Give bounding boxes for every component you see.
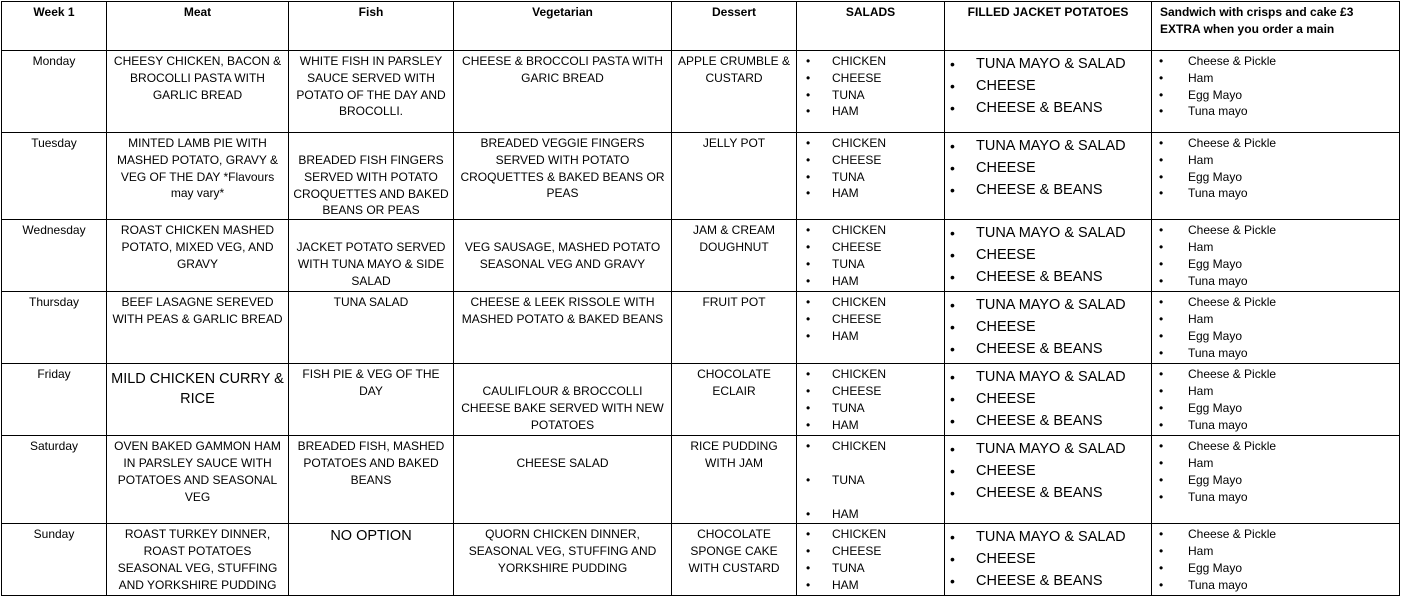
dessert-cell — [672, 436, 797, 524]
dessert-cell — [672, 524, 797, 596]
meat-cell — [107, 364, 289, 436]
fish-cell-text: FISH PIE & VEG OF THE DAY — [302, 367, 440, 398]
list-item: • Ham — [1155, 239, 1396, 256]
list-item: • CHEESE — [800, 383, 941, 400]
vegetarian-cell — [454, 436, 672, 524]
dessert-cell-text: RICE PUDDING WITH JAM — [690, 439, 778, 470]
jacket-potatoes-cell — [945, 133, 1152, 220]
meat-cell — [107, 51, 289, 133]
menu-row-friday — [2, 364, 1400, 436]
list-item: • CHEESE — [948, 244, 1148, 266]
menu-row-saturday — [2, 436, 1400, 524]
list-item: • CHEESE — [948, 548, 1148, 570]
meat-cell-text: MILD CHICKEN CURRY & RICE — [111, 371, 284, 408]
menu-row-thursday — [2, 292, 1400, 364]
vegetarian-cell — [454, 364, 672, 436]
vegetarian-cell-text: VEG SAUSAGE, MASHED POTATO SEASONAL VEG AND GRAVY — [464, 240, 661, 271]
list-item: • HAM — [800, 506, 941, 523]
day-cell-text: Tuesday — [31, 136, 77, 150]
jacket-potatoes-cell — [945, 364, 1152, 436]
salads-cell — [797, 133, 945, 220]
header-week: Week 1 — [2, 2, 107, 51]
dessert-cell-text: JELLY POT — [702, 136, 766, 150]
menu-row-tuesday — [2, 133, 1400, 220]
list-item: • Egg Mayo — [1155, 256, 1396, 273]
header-jacket-potatoes: FILLED JACKET POTATOES — [945, 2, 1152, 51]
header-row — [2, 2, 1400, 51]
jacket-potatoes-cell — [945, 436, 1152, 524]
jacket-potatoes-cell — [945, 51, 1152, 133]
list-item: • CHICKEN — [800, 526, 941, 543]
list-item: • CHEESE — [948, 75, 1148, 97]
fish-cell-text: WHITE FISH IN PARSLEY SAUCE SERVED WITH POTATO OF THE DAY AND BROCOLLI. — [296, 54, 446, 119]
list-item: • CHEESE & BEANS — [948, 97, 1148, 119]
salads-cell — [797, 51, 945, 133]
day-cell — [2, 292, 107, 364]
list-item: • Egg Mayo — [1155, 400, 1396, 417]
fish-cell-text: BREADED FISH, MASHED POTATOES AND BAKED BEANS — [297, 439, 445, 487]
meat-cell-text: BEEF LASAGNE SEREVED WITH PEAS & GARLIC BREAD — [112, 295, 283, 326]
list-item: • CHEESE — [948, 157, 1148, 179]
list-item: • Cheese & Pickle — [1155, 53, 1396, 70]
list-item: • Tuna mayo — [1155, 345, 1396, 362]
header-fish: Fish — [289, 2, 454, 51]
dessert-cell — [672, 220, 797, 292]
list-item: • Cheese & Pickle — [1155, 294, 1396, 311]
vegetarian-cell — [454, 51, 672, 133]
meat-cell — [107, 133, 289, 220]
list-item: • HAM — [800, 273, 941, 290]
fish-cell — [289, 436, 454, 524]
list-item: • TUNA — [800, 169, 941, 186]
list-item: • Ham — [1155, 455, 1396, 472]
salads-cell — [797, 524, 945, 596]
list-item: • HAM — [800, 577, 941, 594]
dessert-cell-text: FRUIT POT — [702, 295, 766, 310]
list-item: • CHICKEN — [800, 135, 941, 152]
sandwich-cell — [1152, 436, 1400, 524]
fish-cell — [289, 292, 454, 364]
list-item: • HAM — [800, 417, 941, 434]
dessert-cell-text: CHOCOLATE SPONGE CAKE WITH CUSTARD — [688, 527, 780, 575]
jacket-potatoes-cell — [945, 292, 1152, 364]
list-item: • CHEESE — [800, 543, 941, 560]
vegetarian-cell-text: CHEESE SALAD — [516, 456, 609, 471]
list-item: • Cheese & Pickle — [1155, 366, 1396, 383]
list-item: • Ham — [1155, 311, 1396, 328]
list-item: • Tuna mayo — [1155, 417, 1396, 434]
jacket-potatoes-cell — [945, 220, 1152, 292]
list-item: • Ham — [1155, 383, 1396, 400]
list-item: • Cheese & Pickle — [1155, 438, 1396, 455]
vegetarian-cell — [454, 524, 672, 596]
list-item: • TUNA MAYO & SALAD — [948, 526, 1148, 548]
day-cell — [2, 51, 107, 133]
meat-cell-text: CHEESY CHICKEN, BACON & BROCOLLI PASTA WITH GARLIC BREAD — [113, 54, 282, 102]
meat-cell-text: ROAST TURKEY DINNER, ROAST POTATOES SEASONAL VEG, STUFFING AND YORKSHIRE PUDDING — [117, 527, 278, 592]
list-item: • CHEESE — [800, 152, 941, 169]
list-item: • CHICKEN — [800, 294, 941, 311]
fish-cell — [289, 364, 454, 436]
list-item: • Egg Mayo — [1155, 472, 1396, 489]
list-item: • Tuna mayo — [1155, 273, 1396, 290]
list-item: • CHEESE & BEANS — [948, 179, 1148, 201]
day-cell — [2, 436, 107, 524]
list-item: • Egg Mayo — [1155, 87, 1396, 104]
salads-cell — [797, 220, 945, 292]
list-item: • TUNA MAYO & SALAD — [948, 294, 1148, 316]
list-item: • CHEESE — [800, 70, 941, 87]
list-item: • Cheese & Pickle — [1155, 135, 1396, 152]
vegetarian-cell-text: BREADED VEGGIE FINGERS SERVED WITH POTATO CROQUETTES & BAKED BEANS OR PEAS — [460, 136, 665, 201]
list-item: • CHEESE — [800, 311, 941, 328]
vegetarian-cell — [454, 220, 672, 292]
list-item: • Tuna mayo — [1155, 489, 1396, 506]
fish-cell — [289, 524, 454, 596]
salads-cell — [797, 364, 945, 436]
day-cell-text: Monday — [32, 54, 76, 68]
vegetarian-cell-text: QUORN CHICKEN DINNER, SEASONAL VEG, STUFFING AND YORKSHIRE PUDDING — [468, 527, 657, 575]
header-meat: Meat — [107, 2, 289, 51]
meat-cell — [107, 220, 289, 292]
list-item: • Egg Mayo — [1155, 560, 1396, 577]
list-item: • TUNA MAYO & SALAD — [948, 438, 1148, 460]
dessert-cell-text: CHOCOLATE ECLAIR — [697, 367, 771, 398]
list-item: • HAM — [800, 185, 941, 202]
list-item: • Ham — [1155, 70, 1396, 87]
sandwich-cell — [1152, 364, 1400, 436]
menu-row-sunday — [2, 524, 1400, 596]
list-spacer — [800, 455, 941, 472]
day-cell-text: Sunday — [33, 527, 75, 542]
vegetarian-cell — [454, 292, 672, 364]
list-item: • CHICKEN — [800, 53, 941, 70]
fish-cell — [289, 220, 454, 292]
day-cell-text: Saturday — [29, 439, 79, 454]
day-cell — [2, 364, 107, 436]
list-item: • Tuna mayo — [1155, 185, 1396, 202]
list-item: • CHEESE & BEANS — [948, 338, 1148, 360]
fish-cell-text: BREADED FISH FINGERS SERVED WITH POTATO CROQUETTES AND BAKED BEANS OR PEAS — [293, 153, 449, 218]
header-sandwich: Sandwich with crisps and cake £3 EXTRA when you order a main — [1152, 2, 1400, 51]
dessert-cell — [672, 292, 797, 364]
day-cell — [2, 524, 107, 596]
list-item: • CHICKEN — [800, 222, 941, 239]
list-item: • Ham — [1155, 543, 1396, 560]
list-item: • TUNA — [800, 400, 941, 417]
day-cell — [2, 133, 107, 220]
meat-cell-text: ROAST CHICKEN MASHED POTATO, MIXED VEG, AND GRAVY — [120, 223, 275, 271]
meat-cell-text: MINTED LAMB PIE WITH MASHED POTATO, GRAVY & VEG OF THE DAY *Flavours may vary* — [117, 136, 278, 201]
header-vegetarian: Vegetarian — [454, 2, 672, 51]
list-item: • TUNA — [800, 472, 941, 489]
jacket-potatoes-cell — [945, 524, 1152, 596]
list-item: • CHEESE & BEANS — [948, 410, 1148, 432]
list-item: • TUNA — [800, 256, 941, 273]
day-cell-text: Wednesday — [22, 223, 86, 238]
menu-row-wednesday — [2, 220, 1400, 292]
list-item: • Ham — [1155, 152, 1396, 169]
salads-cell — [797, 436, 945, 524]
list-item: • TUNA MAYO & SALAD — [948, 366, 1148, 388]
list-item: • CHEESE — [800, 239, 941, 256]
list-item: • Cheese & Pickle — [1155, 222, 1396, 239]
day-cell — [2, 220, 107, 292]
vegetarian-cell-text: CAULIFLOUR & BROCCOLLI CHEESE BAKE SERVED WITH NEW POTATOES — [461, 384, 664, 432]
list-item: • Egg Mayo — [1155, 328, 1396, 345]
header-dessert: Dessert — [672, 2, 797, 51]
fish-cell — [289, 51, 454, 133]
menu-table — [1, 1, 1400, 596]
sandwich-cell — [1152, 220, 1400, 292]
list-item: • CHICKEN — [800, 438, 941, 455]
list-item: • HAM — [800, 103, 941, 120]
list-item: • TUNA MAYO & SALAD — [948, 222, 1148, 244]
list-item: • HAM — [800, 328, 941, 345]
sandwich-cell — [1152, 51, 1400, 133]
fish-cell-text: NO OPTION — [330, 528, 412, 545]
dessert-cell-text: APPLE CRUMBLE & CUSTARD — [677, 54, 791, 85]
sandwich-cell — [1152, 292, 1400, 364]
salads-cell — [797, 292, 945, 364]
menu-row-monday — [2, 51, 1400, 133]
list-item: • CHEESE — [948, 388, 1148, 410]
sandwich-cell — [1152, 524, 1400, 596]
day-cell-text: Friday — [37, 367, 71, 382]
fish-cell-text: JACKET POTATO SERVED WITH TUNA MAYO & SIDE SALAD — [296, 240, 446, 288]
header-salads: SALADS — [797, 2, 945, 51]
dessert-cell — [672, 364, 797, 436]
list-item: • Egg Mayo — [1155, 169, 1396, 186]
list-item: • CHICKEN — [800, 366, 941, 383]
meat-cell — [107, 292, 289, 364]
list-item: • TUNA MAYO & SALAD — [948, 53, 1148, 75]
sandwich-cell — [1152, 133, 1400, 220]
fish-cell-text: TUNA SALAD — [333, 295, 409, 310]
list-item: • CHEESE & BEANS — [948, 570, 1148, 592]
vegetarian-cell-text: CHEESE & BROCCOLI PASTA WITH GARIC BREAD — [462, 54, 663, 85]
meat-cell-text: OVEN BAKED GAMMON HAM IN PARSLEY SAUCE WITH POTATOES AND SEASONAL VEG — [114, 439, 281, 504]
list-item: • CHEESE — [948, 316, 1148, 338]
list-item: • TUNA MAYO & SALAD — [948, 135, 1148, 157]
day-cell-text: Thursday — [28, 295, 80, 310]
list-item: • Tuna mayo — [1155, 577, 1396, 594]
list-item: • CHEESE — [948, 460, 1148, 482]
fish-cell — [289, 133, 454, 220]
list-item: • Tuna mayo — [1155, 103, 1396, 120]
list-item: • CHEESE & BEANS — [948, 482, 1148, 504]
meat-cell — [107, 436, 289, 524]
vegetarian-cell — [454, 133, 672, 220]
list-item: • CHEESE & BEANS — [948, 266, 1148, 288]
vegetarian-cell-text: CHEESE & LEEK RISSOLE WITH MASHED POTATO & BAKED BEANS — [461, 295, 664, 326]
list-spacer — [800, 489, 941, 506]
dessert-cell — [672, 51, 797, 133]
list-item: • Cheese & Pickle — [1155, 526, 1396, 543]
list-item: • TUNA — [800, 560, 941, 577]
dessert-cell-text: JAM & CREAM DOUGHNUT — [692, 223, 775, 254]
dessert-cell — [672, 133, 797, 220]
list-item: • TUNA — [800, 87, 941, 104]
meat-cell — [107, 524, 289, 596]
